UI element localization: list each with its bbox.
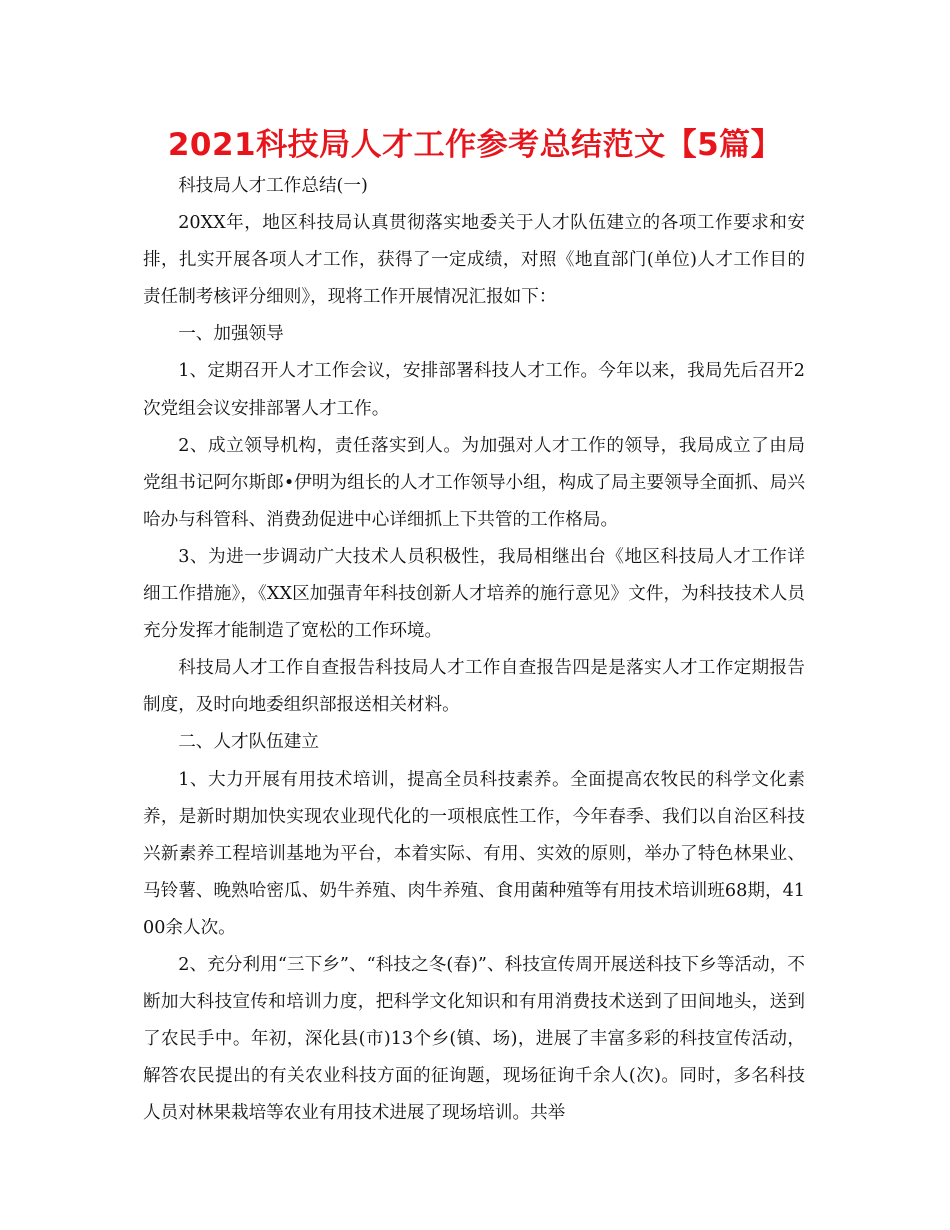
paragraph-team-1: 1、大力开展有用技术培训，提高全员科技素养。全面提高农牧民的科学文化素养，是新时期加快实现农业现代化的一项根底性工作，今年春季、我们以自治区科技兴新素养工程培训基地为平台，本着实际、有用、实效的原则，举办了特色林果业、马铃薯、晚熟哈密瓜、奶牛养殖、肉牛养殖、食用菌种殖等有用技术培训班68期，4100余人次。 [143, 769, 805, 938]
paragraph-self-check: 科技局人才工作自查报告科技局人才工作自查报告四是是落实人才工作定期报告制度，及时向地委组织部报送相关材料。 [143, 658, 805, 716]
paragraph-subtitle: 科技局人才工作总结(一) [178, 176, 368, 196]
paragraph-leadership-3: 3、为进一步调动广大技术人员积极性，我局相继出台《地区科技局人才工作详细工作措施》，《XX区加强青年科技创新人才培养的施行意见》文件，为科技技术人员充分发挥才能制造了宽松的工作环境。 [143, 546, 805, 642]
paragraph-team-2: 2、充分利用“三下乡”、“科技之冬(春)”、科技宣传周开展送科技下乡等活动，不断加大科技宣传和培训力度，把科学文化知识和有用消费技术送到了田间地头，送到了农民手中。年初，深化县(市)13个乡(镇、场)，进展了丰富多彩的科技宣传活动，解答农民提出的有关农业科技方面的征询题，现场征询千余人(次)。同时，多名科技人员对林果栽培等农业有用技术进展了现场培训。共举 [143, 954, 805, 1124]
paragraph-leadership-1: 1、定期召开人才工作会议，安排部署科技人才工作。今年以来，我局先后召开2次党组会议安排部署人才工作。 [143, 361, 805, 419]
paragraph-leadership-2: 2、成立领导机构，责任落实到人。为加强对人才工作的领导，我局成立了由局党组书记阿尔斯郎•伊明为组长的人才工作领导小组，构成了局主要领导全面抓、局兴哈办与科管科、消费劲促进中心详细抓上下共管的工作格局。 [143, 435, 805, 530]
document-title: 2021科技局人才工作参考总结范文【5篇】 [167, 127, 783, 163]
section-heading-leadership: 一、加强领导 [178, 324, 284, 345]
paragraph-intro: 20XX年，地区科技局认真贯彻落实地委关于人才队伍建立的各项工作要求和安排，扎实开展各项人才工作，获得了一定成绩，对照《地直部门(单位)人才工作目的责任制考核评分细则》，现将工作开展情况汇报如下： [143, 213, 805, 308]
section-heading-team: 二、人才队伍建立 [178, 732, 319, 753]
document-body [143, 168, 805, 1132]
